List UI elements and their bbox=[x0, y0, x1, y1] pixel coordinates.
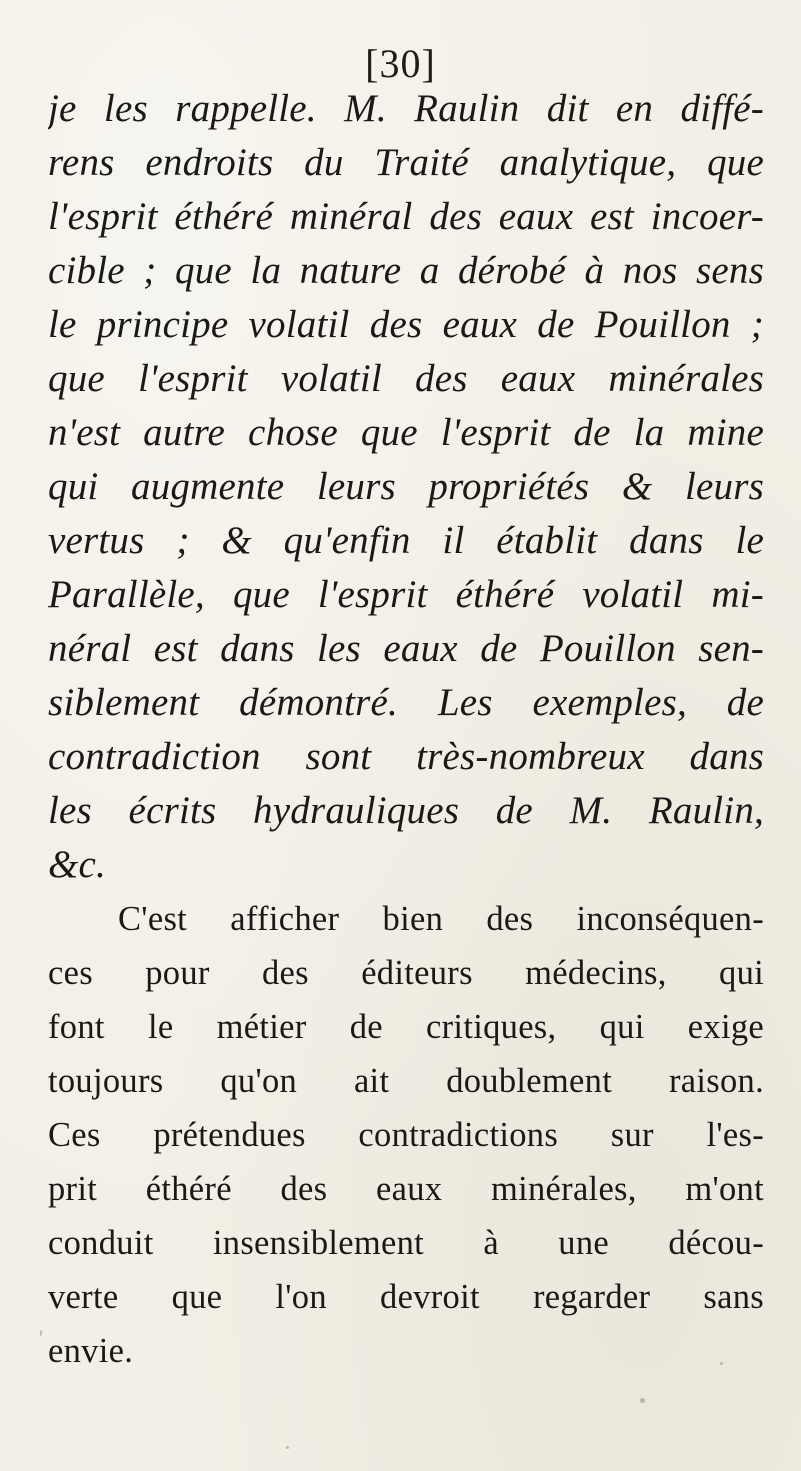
text-line: contradiction sont très-nombreux dans bbox=[48, 735, 764, 778]
paper-speck bbox=[720, 1362, 723, 1365]
paragraph-italic bbox=[48, 82, 764, 892]
paragraph-roman bbox=[48, 892, 764, 1378]
text-line: rens endroits du Traité analytique, que bbox=[48, 141, 764, 184]
text-line: envie. bbox=[48, 1332, 134, 1370]
text-line: l'esprit éthéré minéral des eaux est incoer- bbox=[48, 195, 764, 238]
paper-speck bbox=[286, 1446, 289, 1449]
paper-speck bbox=[640, 1398, 645, 1403]
text-line: conduit insensiblement à une décou- bbox=[48, 1224, 764, 1262]
text-line: qui augmente leurs propriétés & leurs bbox=[48, 465, 764, 508]
text-line: cible ; que la nature a dérobé à nos sens bbox=[48, 249, 764, 292]
text-line: je les rappelle. M. Raulin dit en diffé- bbox=[48, 87, 764, 130]
text-line: que l'esprit volatil des eaux minérales bbox=[48, 357, 764, 400]
text-line: prit éthéré des eaux minérales, m'ont bbox=[48, 1170, 764, 1208]
text-line: siblement démontré. Les exemples, de bbox=[48, 681, 764, 724]
page-number: [30] bbox=[365, 41, 436, 86]
text-line: C'est afficher bien des inconséquen- bbox=[118, 900, 764, 938]
text-line: toujours qu'on ait doublement raison. bbox=[48, 1062, 764, 1100]
text-line: Ces prétendues contradictions sur l'es- bbox=[48, 1116, 764, 1154]
text-line: ces pour des éditeurs médecins, qui bbox=[48, 954, 764, 992]
text-line: n'est autre chose que l'esprit de la mine bbox=[48, 411, 764, 454]
text-line: &c. bbox=[48, 843, 106, 886]
text-line: vertus ; & qu'enfin il établit dans le bbox=[48, 519, 764, 562]
text-line: le principe volatil des eaux de Pouillon ; bbox=[48, 303, 764, 346]
text-line: néral est dans les eaux de Pouillon sen- bbox=[48, 627, 764, 670]
text-line: les écrits hydrauliques de M. Raulin, bbox=[48, 789, 764, 832]
text-line: font le métier de critiques, qui exige bbox=[48, 1008, 764, 1046]
paper-speck bbox=[40, 1330, 42, 1336]
text-line: verte que l'on devroit regarder sans bbox=[48, 1278, 764, 1316]
text-line: Parallèle, que l'esprit éthéré volatil mi- bbox=[48, 573, 764, 616]
